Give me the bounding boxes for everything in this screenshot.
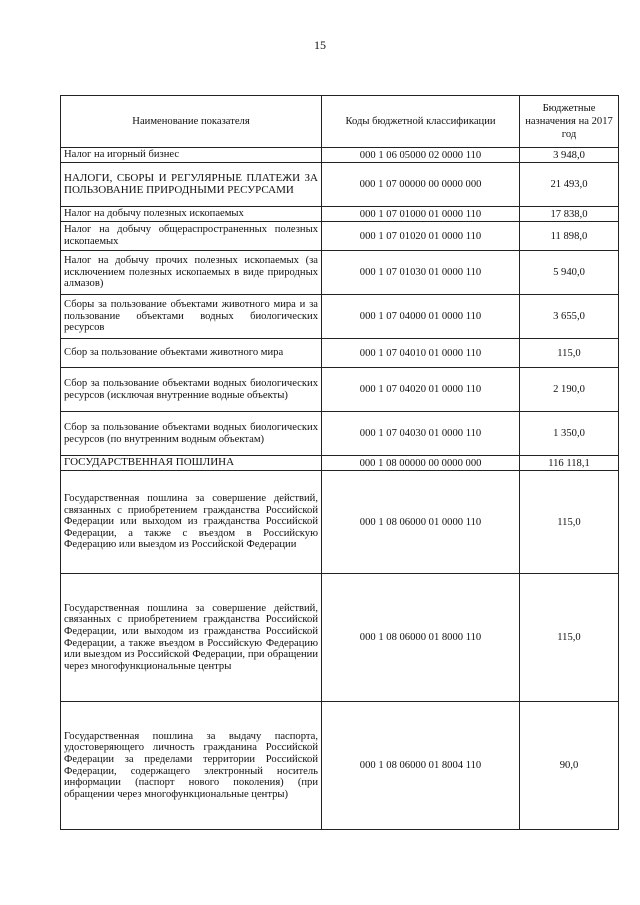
row-value: 3 655,0: [520, 295, 619, 339]
table-row: [61, 222, 619, 251]
row-name: Сборы за пользование объектами животного мира и за пользование объектами водных биологических ресурсов: [61, 295, 322, 339]
row-code: 000 1 07 00000 00 0000 000: [322, 163, 520, 207]
table-row: [61, 148, 619, 163]
row-value: 5 940,0: [520, 251, 619, 295]
table-row: [61, 574, 619, 702]
header-code: Коды бюджетной классификации: [322, 96, 520, 148]
row-code: 000 1 08 06000 01 8000 110: [322, 574, 520, 702]
row-code: 000 1 06 05000 02 0000 110: [322, 148, 520, 163]
row-name: НАЛОГИ, СБОРЫ И РЕГУЛЯРНЫЕ ПЛАТЕЖИ ЗА ПОЛЬЗОВАНИЕ ПРИРОДНЫМИ РЕСУРСАМИ: [61, 163, 322, 207]
row-value: 1 350,0: [520, 412, 619, 456]
row-code: 000 1 07 04030 01 0000 110: [322, 412, 520, 456]
header-value: Бюджетные назначения на 2017 год: [520, 96, 619, 148]
row-name: Сбор за пользование объектами водных биологических ресурсов (по внутренним водным объектам): [61, 412, 322, 456]
row-value: 115,0: [520, 574, 619, 702]
row-code: 000 1 07 04000 01 0000 110: [322, 295, 520, 339]
row-name: Налог на добычу общераспространенных полезных ископаемых: [61, 222, 322, 251]
table-header-row: [61, 96, 619, 148]
row-value: 115,0: [520, 471, 619, 574]
row-value: 115,0: [520, 339, 619, 368]
row-value: 11 898,0: [520, 222, 619, 251]
row-code: 000 1 07 01020 01 0000 110: [322, 222, 520, 251]
table-row: [61, 207, 619, 222]
row-code: 000 1 07 01030 01 0000 110: [322, 251, 520, 295]
row-code: 000 1 07 04010 01 0000 110: [322, 339, 520, 368]
row-code: 000 1 08 06000 01 8004 110: [322, 702, 520, 830]
row-value: 2 190,0: [520, 368, 619, 412]
row-name: Государственная пошлина за совершение действий, связанных с приобретением гражданства Российской Федерации или выходом из гражданства Российской Федерации, а также с въездом в Российскую Федерацию или выездом из Российской Федерации: [61, 471, 322, 574]
table-row: [61, 456, 619, 471]
table-row: [61, 471, 619, 574]
table-row: [61, 368, 619, 412]
table-row: [61, 702, 619, 830]
row-code: 000 1 07 04020 01 0000 110: [322, 368, 520, 412]
row-name: Государственная пошлина за совершение действий, связанных с приобретением гражданства Российской Федерации, или выходом из гражданства Российской Федерации, а также въездом в Российскую Федерацию или выездом из Российской Федерации, при обращении через многофункциональные центры: [61, 574, 322, 702]
row-name: Сбор за пользование объектами животного мира: [61, 339, 322, 368]
row-name: Налог на игорный бизнес: [61, 148, 322, 163]
row-name: Налог на добычу прочих полезных ископаемых (за исключением полезных ископаемых в виде природных алмазов): [61, 251, 322, 295]
table-row: [61, 412, 619, 456]
table-row: [61, 163, 619, 207]
row-code: 000 1 08 06000 01 0000 110: [322, 471, 520, 574]
row-name: Государственная пошлина за выдачу паспорта, удостоверяющего личность гражданина Российской Федерации за пределами территории Российской Федерации, содержащего электронный носитель информации (паспорт нового поколения) (при обращении через многофункциональные центры): [61, 702, 322, 830]
budget-table: [60, 95, 619, 830]
table-row: [61, 251, 619, 295]
row-value: 90,0: [520, 702, 619, 830]
table-row: [61, 339, 619, 368]
row-code: 000 1 07 01000 01 0000 110: [322, 207, 520, 222]
row-value: 17 838,0: [520, 207, 619, 222]
table-row: [61, 295, 619, 339]
row-code: 000 1 08 00000 00 0000 000: [322, 456, 520, 471]
row-value: 3 948,0: [520, 148, 619, 163]
page-number: 15: [314, 38, 326, 52]
row-name: Сбор за пользование объектами водных биологических ресурсов (исключая внутренние водные объекты): [61, 368, 322, 412]
header-name: Наименование показателя: [61, 96, 322, 148]
row-value: 116 118,1: [520, 456, 619, 471]
row-name: ГОСУДАРСТВЕННАЯ ПОШЛИНА: [61, 456, 322, 471]
row-name: Налог на добычу полезных ископаемых: [61, 207, 322, 222]
row-value: 21 493,0: [520, 163, 619, 207]
